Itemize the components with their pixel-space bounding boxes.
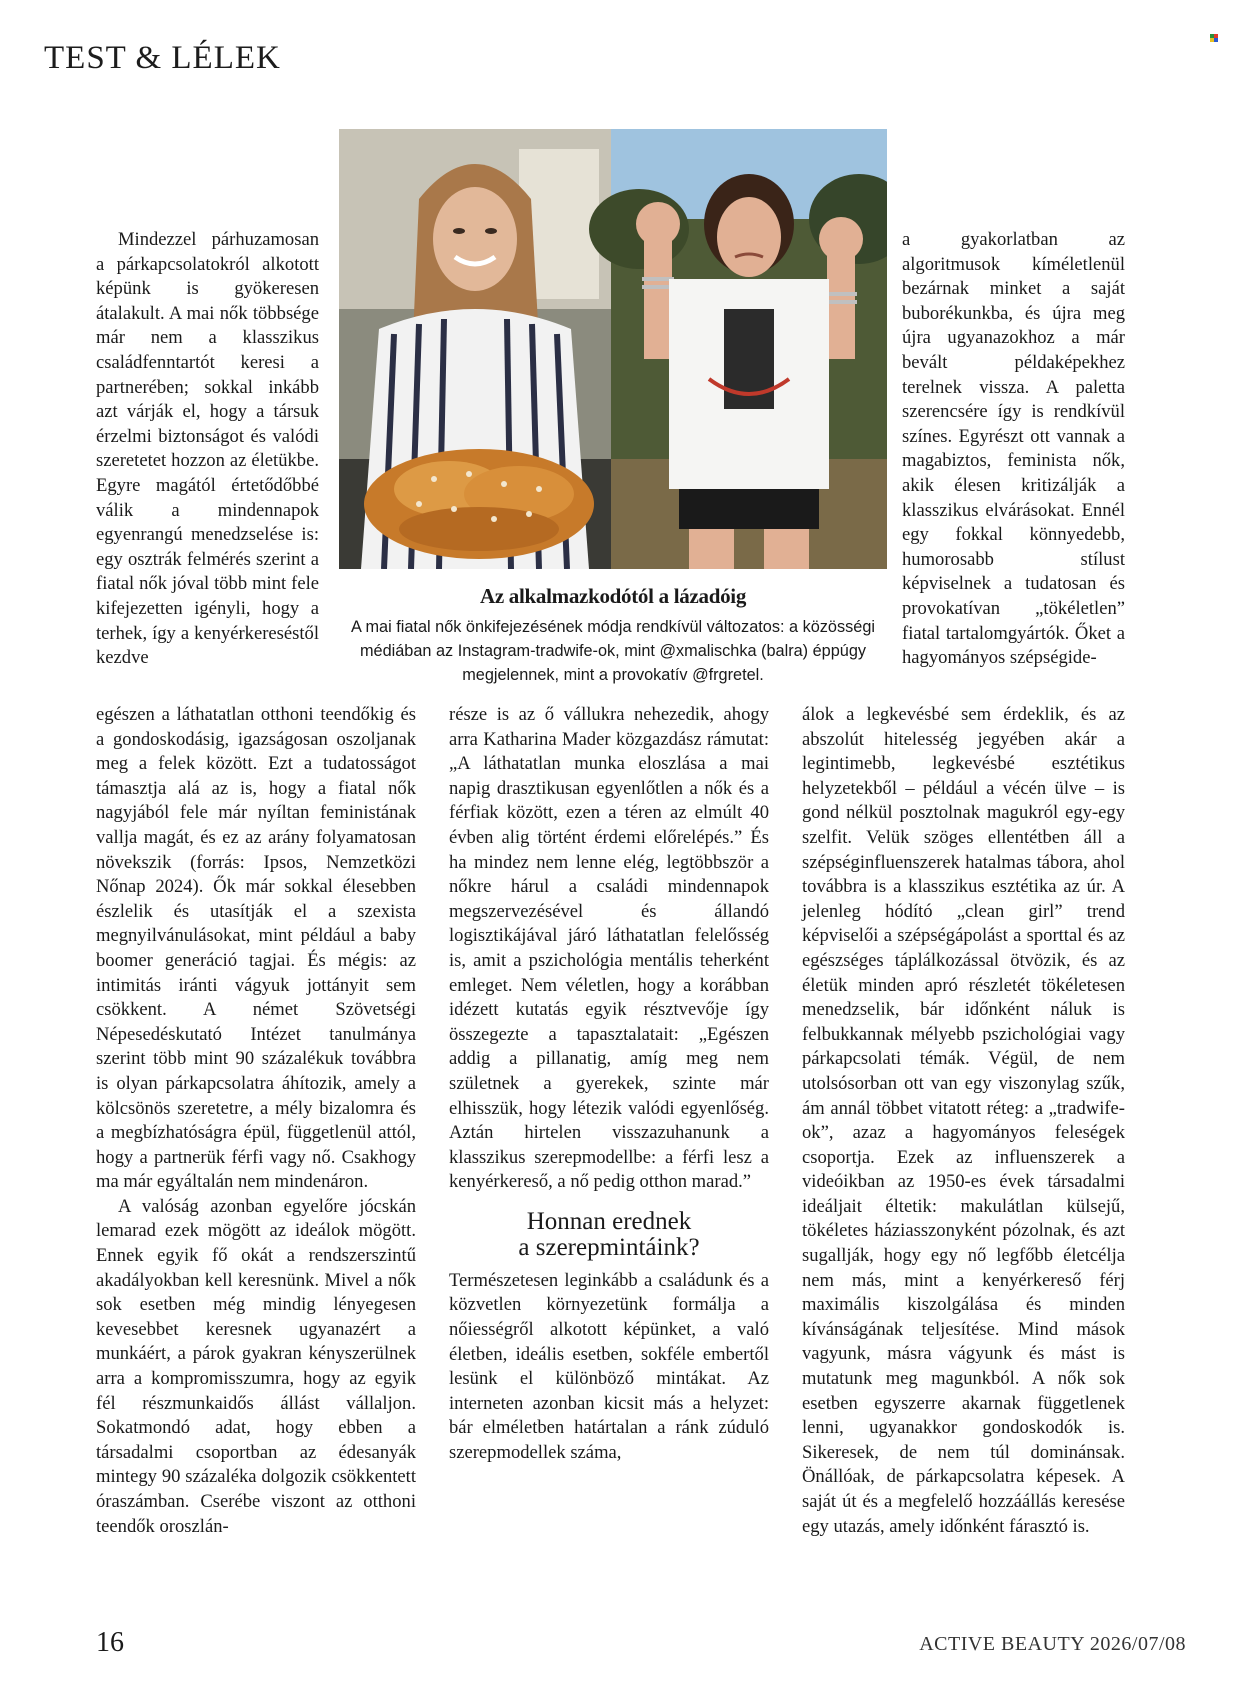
photo-caption <box>349 584 877 687</box>
photo-left <box>339 129 611 569</box>
magazine-issue: ACTIVE BEAUTY 2026/07/08 <box>919 1633 1186 1655</box>
article-column-3-top <box>902 228 1125 671</box>
section-title: TEST & LÉLEK <box>44 40 281 76</box>
article-column-1 <box>96 703 416 1539</box>
article-column-1-top <box>96 228 319 671</box>
caption-title: Az alkalmazkodótól a lázadóig <box>479 584 747 608</box>
caption-text: A mai fiatal nők önkifejezésének módja rendkívül változatos: a közösségi médiában az Instagram-tradwife-ok, mint @xmalischka (balra) éppúgy megjelennek, mint a provokatív @frgretel. <box>351 618 875 684</box>
paragraph: Természetesen leginkább a családunk és a közvetlen környezetünk formálja a nőiességről alkotott képünket, a való életben, ideális esetben, sokféle embertől lesünk el különböző mintákat. Az interneten azonban kicsit más a helyzet: bár elméletben határtalan a ránk zúduló szerepmodellek száma, <box>449 1269 769 1464</box>
paragraph: része is az ő vállukra nehezedik, ahogy arra Katharina Mader közgazdász rámutat: „A láthatatlan munka eloszlása a mai napig drasztikusan egyenlőtlen a nők és a férfiak között, ezen a téren az elmúlt 40 évben alig történt érdemi előrelépés.” És ha mindez nem lenne elég, legtöbbször a nőkre hárul a családi mindennapok megszervezésével és állandó logisztikájával járó láthatatlan felelősség is, amit a pszichológia mentális teherként emleget. Nem véletlen, hogy a korábban idézett kutatás egyik résztvevője így összegezte a tapasztalatait: „Egészen addig a pillanatig, amíg meg nem születnek a gyerekek, szinte már elhisszük, hogy létezik valódi egyenlőség. Aztán hirtelen visszazuhanunk a klasszikus szerepmodellbe: a férfi lesz a kenyérkereső, a nő pedig otthon marad.” <box>449 704 769 1193</box>
paragraph: A valóság azonban egyelőre jócskán lemarad ezek mögött az ideálok mögött. Ennek egyik fő okát a rendszerszintű akadályokban kell keresnünk. Mivel a nők sok esetben még mindig lényegesen kevesebbet keresnek ugyanazért a munkáért, a párok gyakran kényszerülnek arra a kompromisszumra, hogy az egyik fél részmunkaidős állást vállaljon. Sokatmondó adat, hogy ebben a társadalmi csoportban az édesanyák mintegy 90 százaléka dolgozik csökkentett óraszámban. Cserébe viszont az otthoni teendők oroszlán- <box>96 1195 416 1537</box>
article-column-2 <box>449 703 769 1466</box>
page-number: 16 <box>96 1627 124 1658</box>
paragraph: a gyakorlatban az algoritmusok kíméletlenül bezárnak minket a saját buborékunkba, és újra meg újra ugyanazokhoz a már bevált példaképekhez terelnek vissza. A paletta szerencsére így is rendkívül színes. Egyrészt ott vannak a magabiztos, feminista nők, akik élesen kritizálják a klasszikus elvárásokat. Ennél egy fokkal könnyedebb, humorosabb stílust képviselnek a tudatosan és provokatívan „tökéletlen” fiatal tartalomgyártók. Őket a hagyományos szépségide- <box>902 229 1125 669</box>
article-column-3 <box>802 703 1125 1539</box>
photo-right <box>589 129 887 569</box>
paragraph: Mindezzel párhuzamosan a párkapcsolatokról alkotott képünk is gyökeresen átalakult. A mai nők többsége már nem a klasszikus családfenntartót keresi a partnerében; sokkal inkább azt várják el, hogy a társuk érzelmi biztonságot és valódi szeretetet hozzon az életükbe. Egyre magától értetődőbbé válik a mindennapok egyenrangú menedzselése is: egy osztrák felmérés szerint a fiatal nők jóval több mint fele kifejezetten igényli, hogy a terhek, így a kenyérkereséstől kezdve <box>96 229 319 669</box>
paragraph: egészen a láthatatlan otthoni teendőkig és a gondoskodásig, igazságosan oszoljanak meg a felek között. Ezt a tudatosságot támasztja alá az is, hogy a fiatal nők nagyjából fele már nyíltan feministának vallja magát, és ez az arány folyamatosan növekszik (forrás: Ipsos, Nemzetközi Nőnap 2024). Ők már sokkal élesebben észlelik és utasítják el a szexista megnyilvánulásokat, mint például a baby boomer generáció tagjai. És mégis: az intimitás iránti vágyuk jottányit sem csökkent. A német Szövetségi Népesedéskutató Intézet tanulmánya szerint több mint 90 százalékuk továbbra is olyan párkapcsolatra áhítozik, amely a kölcsönös szeretetre, a mély bizalomra és a megbízhatóságra épül, függetlenül attól, hogy a partnerük férfi vagy nő. Csakhogy ma már egyáltalán nem mindenáron. <box>96 704 416 1193</box>
subheading: Honnan erednek a szerepmintáink? <box>518 1207 700 1261</box>
article-photo <box>339 129 887 569</box>
paragraph: álok a legkevésbé sem érdeklik, és az abszolút hitelesség jegyében akár a legintimebb, legkevésbé esztétikus helyzetekből – például a vécén ülve – is gond nélkül posztolnak magukról egy-egy szelfit. Velük szöges ellentétben áll a szépséginfluenszerek hatalmas tábora, ahol továbbra is a klasszikus esztétika az úr. A jelenleg hódító „clean girl” trend képviselői a szépségápolást a sporttal és az egészséges táplálkozással ötvözik, és az életük minden apró részletét tökéletesen menedzselik, bár időnként náluk is felbukkannak mélyebb pszichológiai vagy párkapcsolati témák. Végül, de nem utolsósorban ott van egy viszonylag szűk, ám annál többet vitatott réteg: a „tradwife-ok”, azaz a hagyományos feleségek csoportja. Ezek az influenszerek a videóikban az 1950-es évek társadalmi ideáljait éltetik: makulátlan külsejű, tökéletes háziasszonyként pózolnak, és azt sugallják, hogy egy nő legfőbb életcélja nem más, mint a kenyérkereső férj maximális kiszolgálása és minden kívánságának teljesítése. Mind mások vagyunk, másra vágyunk és mást is mutatunk meg magunkból. A nők sok esetben egyszerre akarnak függetlenek lenni, ugyanakkor gondoskodók is. Sikeresek, de nem túl dominánsak. Önállóak, de párkapcsolatra képesek. A saját út és a megfelelő hozzáállás keresése egy utazás, amely időnként fárasztó is. <box>802 704 1125 1537</box>
color-mark-icon <box>1210 34 1218 42</box>
